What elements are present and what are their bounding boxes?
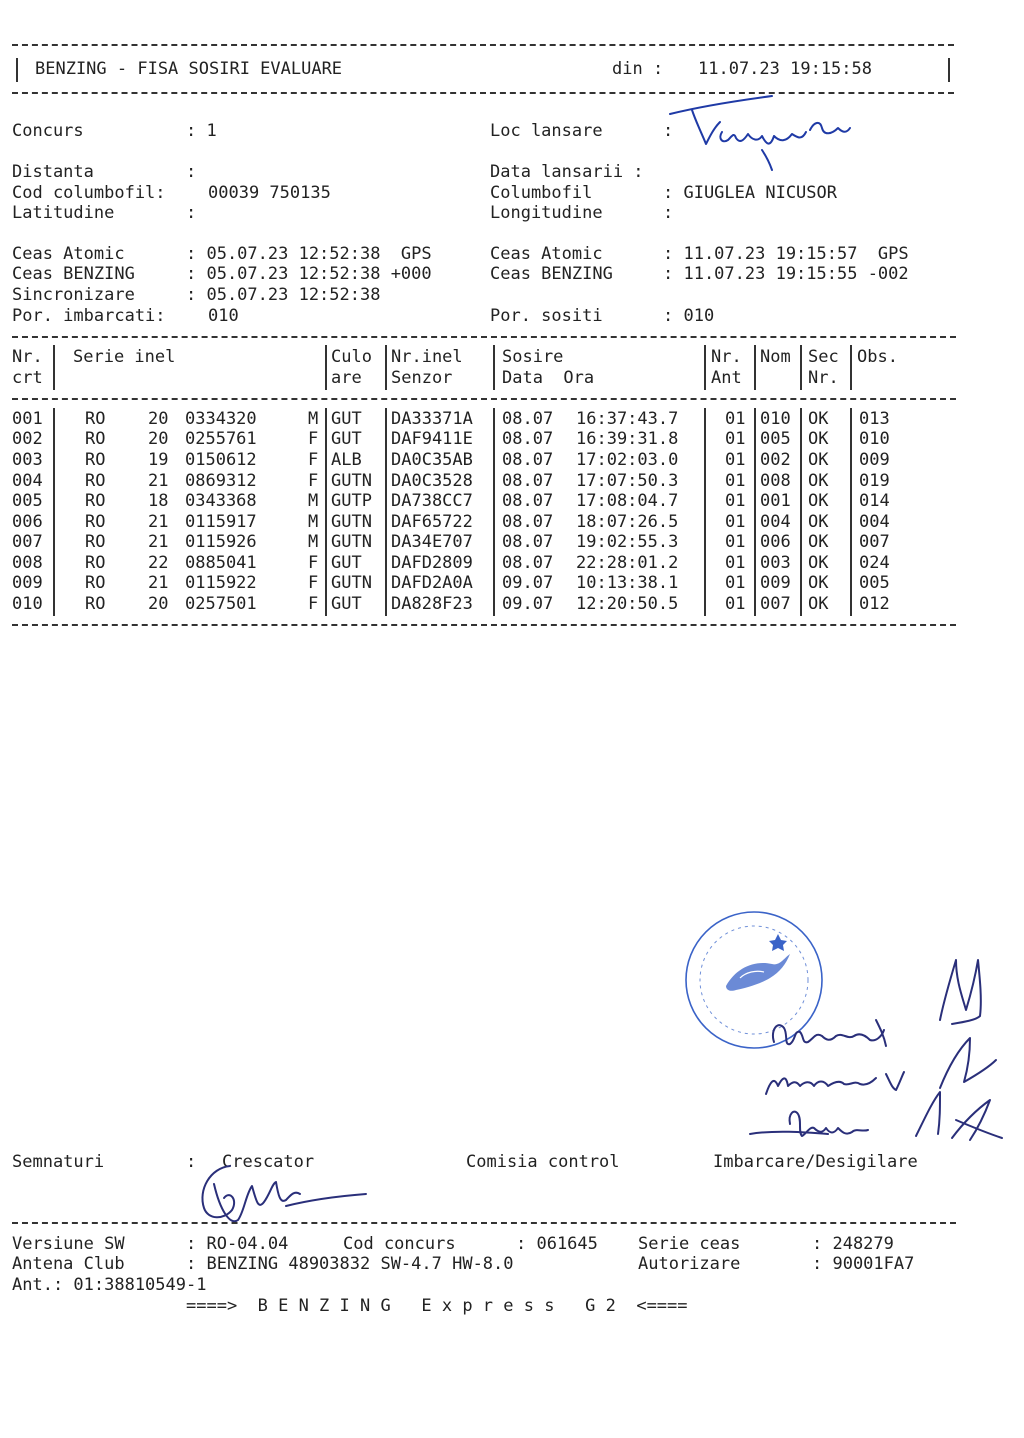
th-sosire: Sosire xyxy=(502,347,564,367)
versiune-sw-label: Versiune SW xyxy=(12,1234,125,1254)
cell-sec: OK xyxy=(808,573,829,593)
cell-sec: OK xyxy=(808,532,829,552)
cell-nr: 009 xyxy=(12,573,43,593)
th-sec-nr: Nr. xyxy=(808,368,839,388)
table-row xyxy=(0,532,1024,552)
cell-ora: 12:20:50.5 xyxy=(576,594,679,614)
cell-sex: M xyxy=(308,532,319,552)
sositi-label: Por. sositi xyxy=(490,306,603,326)
cell-data: 08.07 xyxy=(502,450,554,470)
serie-ceas-value: : 248279 xyxy=(812,1234,894,1254)
cell-data: 08.07 xyxy=(502,491,554,511)
cell-ora: 17:02:03.0 xyxy=(576,450,679,470)
cell-an: 19 xyxy=(148,450,169,470)
cell-ant: 01 xyxy=(725,409,746,429)
cell-data: 08.07 xyxy=(502,471,554,491)
cell-ora: 22:28:01.2 xyxy=(576,553,679,573)
concurs-label: Concurs xyxy=(12,121,84,141)
table-row xyxy=(0,450,1024,470)
table-header-rule xyxy=(12,398,956,400)
cell-serie: 0115922 xyxy=(185,573,257,593)
longitudine-label: Longitudine xyxy=(490,203,603,223)
cell-nom: 004 xyxy=(760,512,791,532)
cell-tara: RO xyxy=(85,471,106,491)
imbarcare-label: Imbarcare/Desigilare xyxy=(713,1152,918,1172)
cell-an: 18 xyxy=(148,491,169,511)
latitudine-label: Latitudine xyxy=(12,203,115,223)
col-sep xyxy=(53,345,55,390)
cell-nr: 004 xyxy=(12,471,43,491)
col-sep xyxy=(325,345,327,390)
sincronizare-value: : 05.07.23 12:52:38 xyxy=(186,285,381,305)
table-top-rule xyxy=(12,336,956,338)
versiune-sw-value: : RO-04.04 xyxy=(186,1234,289,1254)
th-serie-inel: Serie inel xyxy=(73,347,176,367)
cell-senzor: DA0C35AB xyxy=(391,450,473,470)
cell-senzor: DAF9411E xyxy=(391,429,473,449)
sincronizare-label: Sincronizare xyxy=(12,285,135,305)
cell-sex: F xyxy=(308,594,319,614)
ceas-benzing-start-value: : 05.07.23 12:52:38 +000 xyxy=(186,264,432,284)
cell-tara: RO xyxy=(85,512,106,532)
cell-obs: 007 xyxy=(859,532,890,552)
table-row xyxy=(0,553,1024,573)
data-lansarii-label: Data lansarii : xyxy=(490,162,644,182)
cell-sec: OK xyxy=(808,512,829,532)
cell-nom: 005 xyxy=(760,429,791,449)
commission-signatures xyxy=(744,950,1014,1160)
cell-nr: 001 xyxy=(12,409,43,429)
cell-ant: 01 xyxy=(725,573,746,593)
col-sep xyxy=(493,345,495,390)
th-are: are xyxy=(331,368,362,388)
cell-tara: RO xyxy=(85,553,106,573)
cell-serie: 0343368 xyxy=(185,491,257,511)
th-nr-ant: Nr. xyxy=(711,347,742,367)
cell-ora: 17:08:04.7 xyxy=(576,491,679,511)
cell-serie: 0255761 xyxy=(185,429,257,449)
sositi-value: : 010 xyxy=(663,306,715,326)
cell-nr: 006 xyxy=(12,512,43,532)
cell-data: 08.07 xyxy=(502,512,554,532)
cod-columbofil-label: Cod columbofil: xyxy=(12,183,166,203)
cell-culoare: GUT xyxy=(331,594,362,614)
cell-obs: 010 xyxy=(859,429,890,449)
breeder-signature xyxy=(190,1150,380,1230)
cell-nr: 005 xyxy=(12,491,43,511)
semnaturi-label: Semnaturi xyxy=(12,1152,105,1172)
cell-ant: 01 xyxy=(725,532,746,552)
cell-nom: 001 xyxy=(760,491,791,511)
distanta-label: Distanta xyxy=(12,162,94,182)
cell-nom: 008 xyxy=(760,471,791,491)
cell-sec: OK xyxy=(808,553,829,573)
cell-obs: 012 xyxy=(859,594,890,614)
cell-serie: 0869312 xyxy=(185,471,257,491)
cell-obs: 013 xyxy=(859,409,890,429)
distanta-value: : xyxy=(186,162,197,182)
cell-an: 20 xyxy=(148,409,169,429)
cell-nom: 002 xyxy=(760,450,791,470)
autorizare-label: Autorizare xyxy=(638,1254,741,1274)
cell-data: 08.07 xyxy=(502,532,554,552)
cod-columbofil-value: 00039 750135 xyxy=(208,183,331,203)
th-data-ora: Data Ora xyxy=(502,368,595,388)
th-nr: Nr. xyxy=(12,347,43,367)
loc-lansare-handwriting xyxy=(662,92,862,172)
autorizare-value: : 90001FA7 xyxy=(812,1254,915,1274)
imbarcati-label: Por. imbarcati: xyxy=(12,306,166,326)
benzing-brand-line: ====> B E N Z I N G E x p r e s s G 2 <==== xyxy=(186,1296,688,1316)
cell-culoare: GUTN xyxy=(331,512,372,532)
concurs-value: : 1 xyxy=(186,121,217,141)
cell-ant: 01 xyxy=(725,471,746,491)
cell-senzor: DA0C3528 xyxy=(391,471,473,491)
cell-nom: 003 xyxy=(760,553,791,573)
cell-an: 21 xyxy=(148,532,169,552)
cell-tara: RO xyxy=(85,429,106,449)
ceas-atomic-start-label: Ceas Atomic xyxy=(12,244,125,264)
cell-ora: 17:07:50.3 xyxy=(576,471,679,491)
cell-senzor: DAFD2A0A xyxy=(391,573,473,593)
table-row xyxy=(0,512,1024,532)
col-sep xyxy=(754,345,756,390)
cell-tara: RO xyxy=(85,450,106,470)
cell-ant: 01 xyxy=(725,450,746,470)
cell-nom: 009 xyxy=(760,573,791,593)
cell-an: 21 xyxy=(148,573,169,593)
col-sep xyxy=(850,345,852,390)
th-sec: Sec xyxy=(808,347,839,367)
cell-an: 20 xyxy=(148,594,169,614)
cell-culoare: GUTN xyxy=(331,532,372,552)
header-right-border xyxy=(948,58,950,82)
cell-serie: 0334320 xyxy=(185,409,257,429)
cell-data: 08.07 xyxy=(502,553,554,573)
cell-senzor: DAFD2809 xyxy=(391,553,473,573)
cell-culoare: GUTP xyxy=(331,491,372,511)
th-nr-inel: Nr.inel xyxy=(391,347,463,367)
cell-senzor: DA34E707 xyxy=(391,532,473,552)
header-left-border xyxy=(16,58,18,82)
cell-nr: 003 xyxy=(12,450,43,470)
latitudine-value: : xyxy=(186,203,197,223)
cell-nom: 006 xyxy=(760,532,791,552)
cell-an: 22 xyxy=(148,553,169,573)
cell-ora: 16:39:31.8 xyxy=(576,429,679,449)
cell-senzor: DA828F23 xyxy=(391,594,473,614)
th-culoare: Culo xyxy=(331,347,372,367)
crescator-label: Crescator xyxy=(222,1152,315,1172)
cell-ant: 01 xyxy=(725,553,746,573)
cell-nr: 007 xyxy=(12,532,43,552)
report-date-label: din : xyxy=(612,59,664,79)
cell-serie: 0115926 xyxy=(185,532,257,552)
cell-senzor: DA33371A xyxy=(391,409,473,429)
cell-ora: 10:13:38.1 xyxy=(576,573,679,593)
cell-sex: F xyxy=(308,573,319,593)
cell-sex: F xyxy=(308,429,319,449)
cell-tara: RO xyxy=(85,491,106,511)
ceas-benzing-end-value: : 11.07.23 19:15:55 -002 xyxy=(663,264,909,284)
cell-obs: 005 xyxy=(859,573,890,593)
longitudine-value: : xyxy=(663,203,674,223)
cell-an: 20 xyxy=(148,429,169,449)
th-ant: Ant xyxy=(711,368,742,388)
cell-obs: 014 xyxy=(859,491,890,511)
cod-concurs-value: : 061645 xyxy=(516,1234,598,1254)
cell-tara: RO xyxy=(85,573,106,593)
cell-culoare: GUT xyxy=(331,409,362,429)
cell-data: 09.07 xyxy=(502,573,554,593)
ceas-atomic-start-value: : 05.07.23 12:52:38 GPS xyxy=(186,244,432,264)
cell-obs: 024 xyxy=(859,553,890,573)
col-sep xyxy=(704,345,706,390)
th-obs: Obs. xyxy=(857,347,898,367)
columbofil-label: Columbofil xyxy=(490,183,593,203)
ceas-benzing-start-label: Ceas BENZING xyxy=(12,264,135,284)
cell-nr: 008 xyxy=(12,553,43,573)
semnaturi-colon: : xyxy=(186,1152,197,1172)
cell-obs: 009 xyxy=(859,450,890,470)
cell-ant: 01 xyxy=(725,594,746,614)
th-nom: Nom xyxy=(760,347,791,367)
cell-sec: OK xyxy=(808,491,829,511)
table-row xyxy=(0,573,1024,593)
cell-serie: 0257501 xyxy=(185,594,257,614)
report-date-value: 11.07.23 19:15:58 xyxy=(698,59,872,79)
cell-ant: 01 xyxy=(725,491,746,511)
cell-an: 21 xyxy=(148,471,169,491)
report-title: BENZING - FISA SOSIRI EVALUARE xyxy=(35,59,343,79)
cell-sex: M xyxy=(308,512,319,532)
cell-serie: 0115917 xyxy=(185,512,257,532)
footer-rule xyxy=(12,1222,956,1224)
cell-ora: 18:07:26.5 xyxy=(576,512,679,532)
cell-serie: 0150612 xyxy=(185,450,257,470)
ceas-atomic-end-label: Ceas Atomic xyxy=(490,244,603,264)
cell-data: 09.07 xyxy=(502,594,554,614)
ceas-atomic-end-value: : 11.07.23 19:15:57 GPS xyxy=(663,244,909,264)
loc-lansare-label: Loc lansare xyxy=(490,121,603,141)
cell-an: 21 xyxy=(148,512,169,532)
th-crt: crt xyxy=(12,368,43,388)
antena-club-label: Antena Club xyxy=(12,1254,125,1274)
cell-culoare: GUTN xyxy=(331,471,372,491)
loc-lansare-value: : xyxy=(663,121,674,141)
cell-sec: OK xyxy=(808,471,829,491)
cell-ora: 19:02:55.3 xyxy=(576,532,679,552)
cell-nom: 010 xyxy=(760,409,791,429)
col-sep xyxy=(800,345,802,390)
cell-ora: 16:37:43.7 xyxy=(576,409,679,429)
cell-nr: 002 xyxy=(12,429,43,449)
antena-club-value: : BENZING 48903832 SW-4.7 HW-8.0 xyxy=(186,1254,514,1274)
cell-sec: OK xyxy=(808,429,829,449)
cell-sec: OK xyxy=(808,594,829,614)
cell-data: 08.07 xyxy=(502,409,554,429)
cell-nom: 007 xyxy=(760,594,791,614)
cod-concurs-label: Cod concurs xyxy=(343,1234,456,1254)
cell-culoare: GUTN xyxy=(331,573,372,593)
table-row xyxy=(0,429,1024,449)
cell-data: 08.07 xyxy=(502,429,554,449)
serie-ceas-label: Serie ceas xyxy=(638,1234,741,1254)
cell-sex: F xyxy=(308,450,319,470)
cell-serie: 0885041 xyxy=(185,553,257,573)
cell-nr: 010 xyxy=(12,594,43,614)
table-row xyxy=(0,471,1024,491)
cell-ant: 01 xyxy=(725,429,746,449)
cell-obs: 004 xyxy=(859,512,890,532)
cell-culoare: ALB xyxy=(331,450,362,470)
cell-sex: F xyxy=(308,553,319,573)
col-sep xyxy=(385,345,387,390)
th-senzor: Senzor xyxy=(391,368,453,388)
cell-sec: OK xyxy=(808,409,829,429)
columbofil-value: : GIUGLEA NICUSOR xyxy=(663,183,837,203)
cell-sec: OK xyxy=(808,450,829,470)
ant-line: Ant.: 01:38810549-1 xyxy=(12,1275,207,1295)
table-row xyxy=(0,491,1024,511)
ceas-benzing-end-label: Ceas BENZING xyxy=(490,264,613,284)
cell-culoare: GUT xyxy=(331,429,362,449)
imbarcati-value: 010 xyxy=(208,306,239,326)
cell-culoare: GUT xyxy=(331,553,362,573)
cell-senzor: DAF65722 xyxy=(391,512,473,532)
cell-sex: M xyxy=(308,409,319,429)
table-row xyxy=(0,409,1024,429)
cell-obs: 019 xyxy=(859,471,890,491)
cell-sex: F xyxy=(308,471,319,491)
cell-tara: RO xyxy=(85,594,106,614)
table-row xyxy=(0,594,1024,614)
cell-tara: RO xyxy=(85,532,106,552)
cell-senzor: DA738CC7 xyxy=(391,491,473,511)
cell-sex: M xyxy=(308,491,319,511)
cell-ant: 01 xyxy=(725,512,746,532)
cell-tara: RO xyxy=(85,409,106,429)
comisia-control-label: Comisia control xyxy=(466,1152,620,1172)
table-bottom-rule xyxy=(12,624,956,626)
